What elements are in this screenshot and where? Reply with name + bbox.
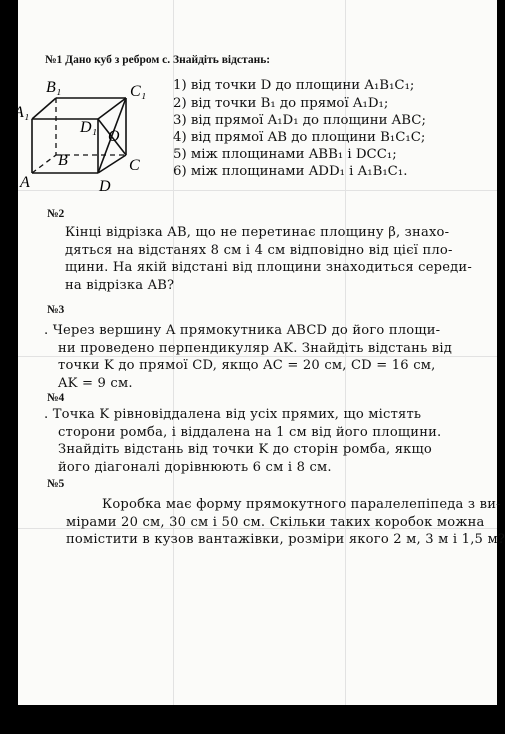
task2-text — [65, 224, 472, 294]
task1-option-1: 1) від точки D до площини A₁B₁C₁; — [173, 78, 415, 93]
task4-title: №4 — [47, 392, 65, 404]
task1-option-3: 3) від прямої A₁D₁ до площини ABC; — [173, 113, 426, 128]
task2-line: на відрізка AB? — [65, 277, 175, 293]
task3-line: ни проведено перпендикуляр AK. Знайдіть відстань від — [58, 340, 452, 356]
task2-line: дяться на відстанях 8 см і 4 см відповідно від цієї пло- — [65, 242, 453, 258]
task4-text — [44, 406, 441, 476]
point-label-o: O — [108, 128, 120, 145]
task3-title: №3 — [47, 304, 65, 316]
task1-option-2: 2) від точки B₁ до прямої A₁D₁; — [173, 96, 389, 111]
worksheet-page — [14, 0, 505, 705]
task5-line: мірами 20 см, 30 см і 50 см. Скільки таких коробок можна — [66, 514, 485, 530]
vertex-label-c: C — [129, 157, 140, 174]
task4-line: сторони ромба, і віддалена на 1 см від його площини. — [58, 424, 442, 440]
vertex-label-a1: A₁ — [14, 104, 30, 121]
task2-title: №2 — [47, 208, 65, 220]
task3-line: точки K до прямої CD, якщо AC = 20 см, CD = 16 см, — [58, 358, 436, 373]
task5-line: Коробка має форму прямокутного паралелепіпеда з ви- — [102, 497, 501, 512]
task1-title: №1 Дано куб з ребром с. Знайдіть відстань: — [45, 54, 271, 66]
vertex-label-b: B — [58, 152, 68, 169]
task5-text — [66, 496, 505, 549]
vertex-label-d: D — [99, 178, 111, 195]
task4-line: . Точка K рівновіддалена від усіх прямих, що містять — [44, 407, 422, 422]
task5-title: №5 — [47, 478, 65, 490]
task2-line: щини. На якій відстані від площини знаходиться середи- — [65, 260, 472, 275]
task1-option-6: 6) між площинами ADD₁ і A₁B₁C₁. — [173, 164, 408, 179]
task3-line: . Через вершину A прямокутника ABCD до його площи- — [44, 323, 441, 338]
task1-option-4: 4) від прямої AB до площини B₁C₁C; — [173, 130, 426, 145]
cube-figure — [14, 70, 178, 200]
photo-border — [0, 705, 500, 734]
vertex-label-d1: D₁ — [80, 119, 98, 136]
task1-option-5: 5) між площинами ABB₁ і DCC₁; — [173, 147, 397, 162]
vertex-label-a: A — [20, 174, 30, 191]
task4-line: Знайдіть відстань від точки K до сторін ромба, якщо — [58, 442, 432, 457]
task3-line: AK = 9 см. — [58, 375, 133, 391]
task3-text — [44, 322, 452, 392]
task5-line: помістити в кузов вантажівки, розміри якого 2 м, 3 м і 1,5 м? — [66, 532, 505, 547]
vertex-label-c1: C₁ — [130, 83, 147, 100]
task4-line: його діагоналі дорівнюють 6 см і 8 см. — [58, 459, 332, 475]
vertex-label-b1: B₁ — [46, 79, 62, 96]
task2-line: Кінці відрізка AB, що не перетинає площину β, знахо- — [65, 225, 450, 240]
